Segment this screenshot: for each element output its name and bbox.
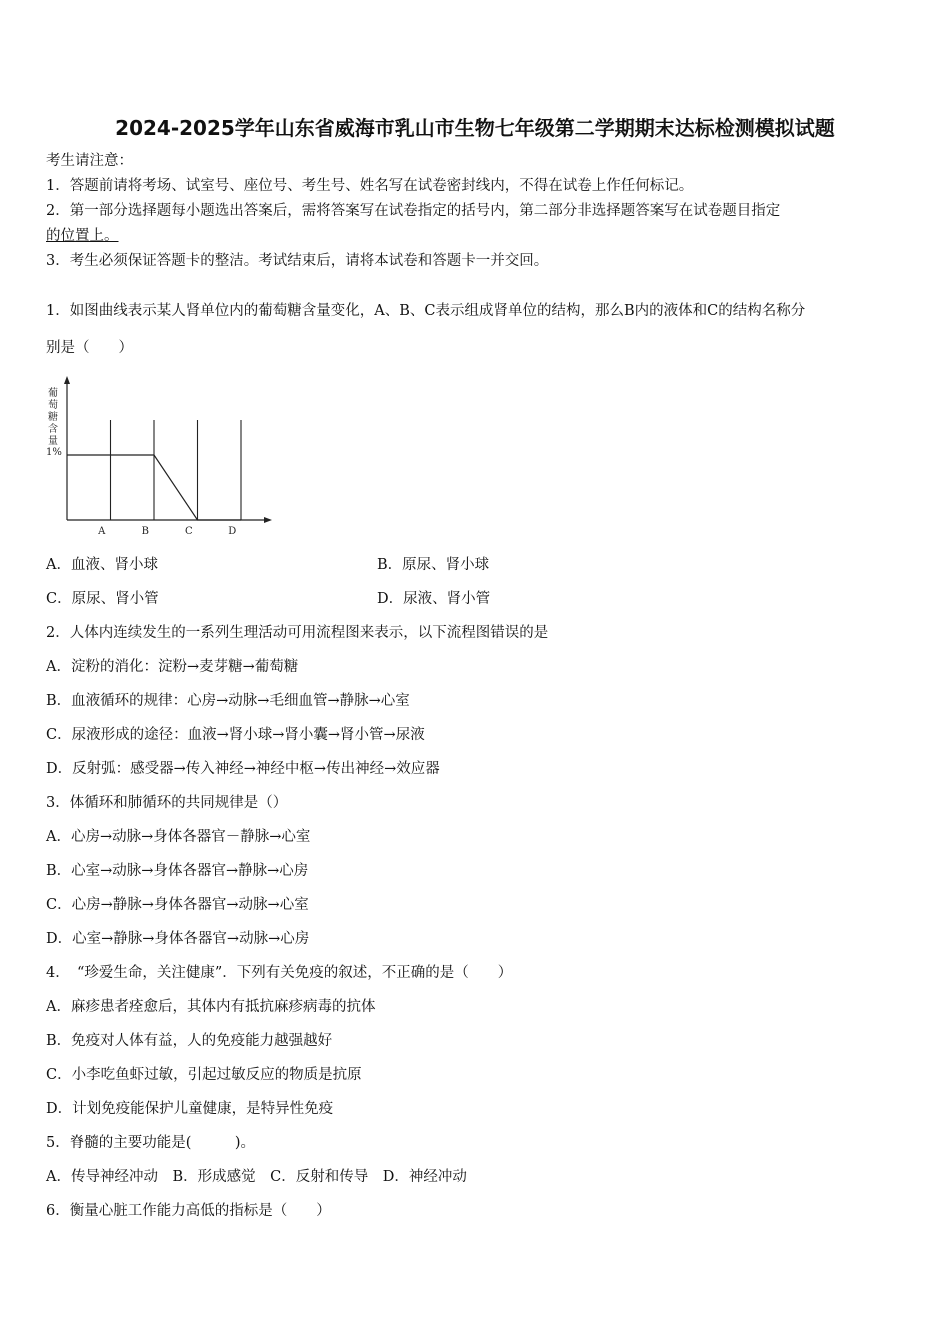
q2-option-d[interactable]: D．反射弧：感受器→传入神经→神经中枢→传出神经→效应器 [46, 761, 440, 777]
q2-stem: 2．人体内连续发生的一系列生理活动可用流程图来表示，以下流程图错误的是 [46, 625, 549, 641]
y-tick-label-1pct: 1% [46, 447, 62, 458]
region-separators [111, 420, 242, 520]
y-axis-label [48, 386, 58, 447]
x-category-label-d: D [228, 526, 237, 537]
q2-option-a[interactable]: A．淀粉的消化：淀粉→麦芽糖→葡萄糖 [46, 659, 299, 675]
q1-option-b[interactable]: B．原尿、肾小球 [377, 557, 490, 573]
notice-item-3: 3．考生必须保证答题卡的整洁。考试结束后，请将本试卷和答题卡一并交回。 [46, 253, 549, 269]
x-category-label-a: A [98, 526, 106, 537]
notice-item-1: 1．答题前请将考场、试室号、座位号、考生号、姓名写在试卷密封线内，不得在试卷上作任何标记。 [46, 178, 694, 194]
x-category-label-c: C [184, 526, 193, 537]
page-title: 2024-2025学年山东省威海市乳山市生物七年级第二学期期末达标检测模拟试题 [115, 116, 835, 140]
y-label-char-4: 含 [48, 424, 58, 435]
notice-item-2: 2．第一部分选择题每小题选出答案后，需将答案写在试卷指定的括号内，第二部分非选择题答案写在试卷题目指定 [46, 203, 781, 219]
q1-option-c[interactable]: C．原尿、肾小管 [46, 591, 159, 607]
q3-option-b[interactable]: B．心室→动脉→身体各器官→静脉→心房 [46, 863, 309, 879]
y-label-char-2: 萄 [48, 400, 58, 411]
q4-stem: 4． “珍爱生命，关注健康”．下列有关免疫的叙述，不正确的是（ ） [46, 965, 513, 981]
x-category-label-b: B [141, 526, 149, 537]
y-label-char-3: 糖 [48, 412, 58, 423]
y-axis-arrow [64, 376, 70, 384]
q4-option-d[interactable]: D．计划免疫能保护儿童健康，是特异性免疫 [46, 1101, 334, 1117]
q4-option-b[interactable]: B．免疫对人体有益，人的免疫能力越强越好 [46, 1033, 333, 1049]
q1-stem-line2: 别是（ ） [46, 340, 133, 356]
q2-option-b[interactable]: B．血液循环的规律：心房→动脉→毛细血管→静脉→心室 [46, 693, 410, 709]
q3-stem: 3．体循环和肺循环的共同规律是（） [46, 795, 288, 811]
x-category-labels [97, 526, 236, 537]
q6-stem: 6．衡量心脏工作能力高低的指标是（ ） [46, 1203, 331, 1219]
q3-option-c[interactable]: C．心房→静脉→身体各器官→动脉→心室 [46, 897, 309, 913]
x-axis-arrow [264, 517, 272, 523]
q5-options[interactable]: A．传导神经冲动 B．形成感觉 C．反射和传导 D．神经冲动 [46, 1169, 467, 1185]
q3-option-d[interactable]: D．心室→静脉→身体各器官→动脉→心房 [46, 931, 310, 947]
q1-glucose-chart [40, 372, 280, 540]
q1-option-d[interactable]: D．尿液、肾小管 [377, 591, 491, 607]
q3-option-a[interactable]: A．心房→动脉→身体各器官－静脉→心室 [46, 829, 311, 845]
y-label-char-5: 量 [48, 436, 58, 447]
q1-stem-line1: 1．如图曲线表示某人肾单位内的葡萄糖含量变化，A、B、C表示组成肾单位的结构，那么B内的液体和C的结构名称分 [46, 303, 806, 319]
notice-item-2-cont: 的位置上。 [46, 228, 119, 244]
q2-option-c[interactable]: C．尿液形成的途径：血液→肾小球→肾小囊→肾小管→尿液 [46, 727, 425, 743]
notice-header: 考生请注意： [46, 153, 133, 169]
q4-option-c[interactable]: C．小李吃鱼虾过敏，引起过敏反应的物质是抗原 [46, 1067, 362, 1083]
q1-option-a[interactable]: A．血液、肾小球 [46, 557, 158, 573]
y-label-char-1: 葡 [48, 388, 58, 399]
q5-stem: 5．脊髓的主要功能是( )。 [46, 1135, 256, 1151]
q4-option-a[interactable]: A．麻疹患者痊愈后，其体内有抵抗麻疹病毒的抗体 [46, 999, 376, 1015]
